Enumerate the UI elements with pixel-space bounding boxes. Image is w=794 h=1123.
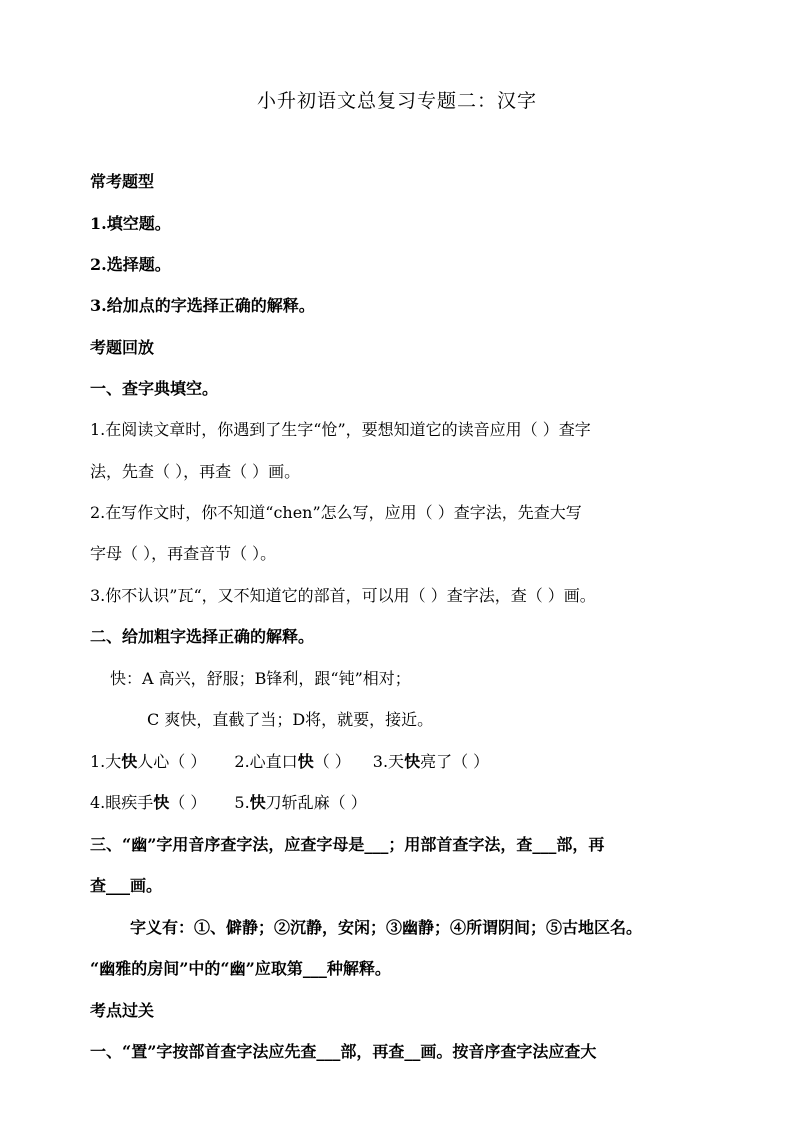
kuai-definitions-line-1: 快：A 高兴，舒服；B锋利，跟“钝”相对； xyxy=(110,669,411,688)
part2-item-3: 3.天快亮了（ ） xyxy=(372,752,490,771)
part1-question-2-line-1: 2.在写作文时，你不知道“chen”怎么写，应用（ ）查字法，先查大写 xyxy=(90,503,582,522)
part2-items-row-2 xyxy=(90,792,730,814)
type-item-3: 3.给加点的字选择正确的解释。 xyxy=(90,296,315,315)
part2-item-4: 4.眼疾手快（ ） xyxy=(90,793,207,812)
page-title: 小升初语文总复习专题二：汉字 xyxy=(256,90,537,112)
part3-meanings: 字义有：①、僻静；②沉静，安闲；③幽静；④所谓阴间；⑤古地区名。 xyxy=(130,918,643,937)
part1-question-1-line-1: 1.在阅读文章时，你遇到了生字“怆”，要想知道它的读音应用（ ）查字 xyxy=(90,420,591,439)
part1-question-2-line-2: 字母（ ），再查音节（ ）。 xyxy=(90,544,277,563)
pass-question-1: 一、“置”字按部首查字法应先查___部，再查__画。按音序查字法应查大 xyxy=(90,1042,597,1061)
section-heading-pass: 考点过关 xyxy=(90,1001,155,1020)
section-heading-review: 考题回放 xyxy=(90,338,155,357)
part3-question: “幽雅的房间”中的“幽”应取第___种解释。 xyxy=(90,959,391,978)
type-item-2: 2.选择题。 xyxy=(90,255,171,274)
part2-item-5: 5.快刀斩乱麻（ ） xyxy=(234,793,367,812)
part2-items-row-1 xyxy=(90,751,730,773)
type-item-1: 1.填空题。 xyxy=(90,214,171,233)
part3-line-2: 查___画。 xyxy=(90,876,163,895)
part3-line-1: 三、“幽”字用音序查字法，应查字母是___；用部首查字法，查___部，再 xyxy=(90,835,605,854)
part1-question-1-line-2: 法，先查（ ），再查（ ）画。 xyxy=(90,462,301,481)
part2-heading: 二、给加粗字选择正确的解释。 xyxy=(90,627,315,646)
part1-question-3: 3.你不认识”瓦“，又不知道它的部首，可以用（ ）查字法，查（ ）画。 xyxy=(90,586,596,605)
kuai-definitions-line-2: C 爽快，直截了当；D将，就要，接近。 xyxy=(147,710,434,729)
part2-item-2: 2.心直口快（ ） xyxy=(234,752,351,771)
part1-heading: 一、查字典填空。 xyxy=(90,379,219,398)
part2-item-1: 1.大快人心（ ） xyxy=(90,752,207,771)
section-heading-types: 常考题型 xyxy=(90,172,155,191)
